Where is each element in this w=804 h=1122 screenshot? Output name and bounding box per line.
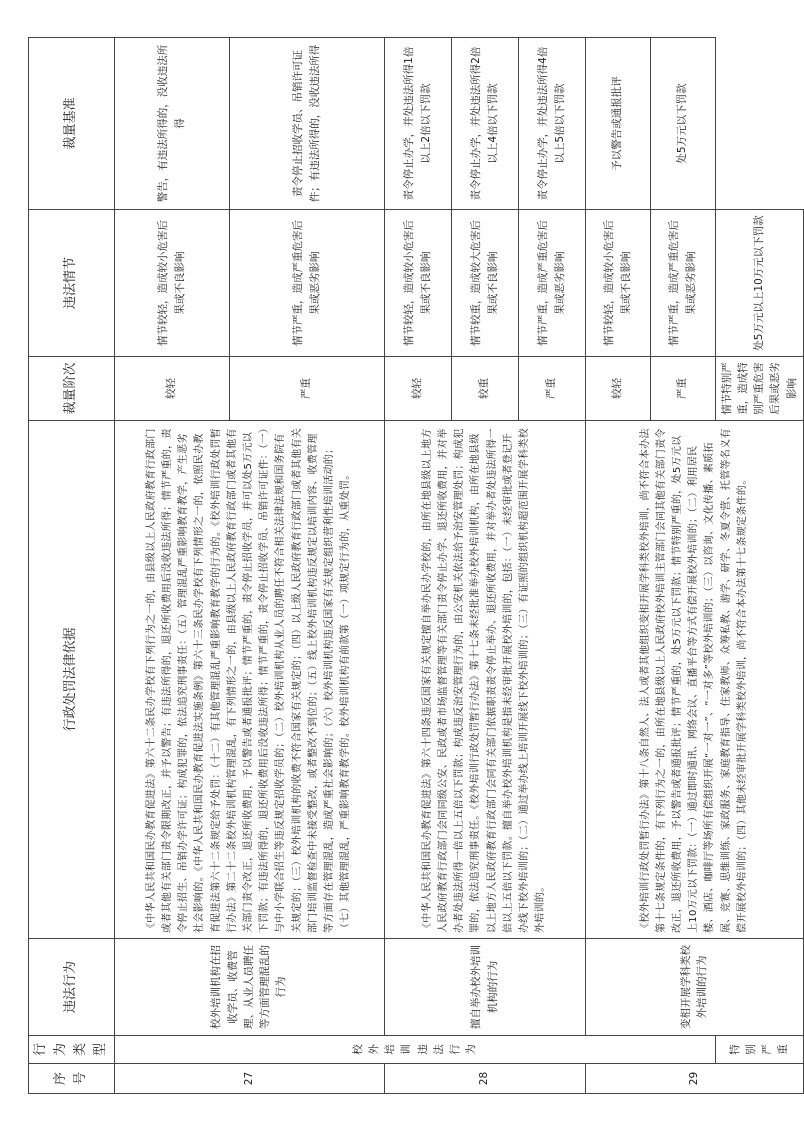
penalty-standard-table xyxy=(28,37,804,1094)
row-29-circumstance-2: 情节严重，造成严重危害后果或恶劣影响 xyxy=(650,210,715,357)
table-row xyxy=(585,38,650,1094)
row-28-standard-2: 责令停止办学，并处违法所得2倍以上4倍以下罚款 xyxy=(451,38,518,210)
table-row xyxy=(114,38,229,1094)
row-29-level-3: 特别严重 xyxy=(715,1036,803,1064)
row-27-level-1: 较轻 xyxy=(114,357,229,421)
header-seq: 序号 xyxy=(29,1064,115,1094)
table-row xyxy=(384,38,451,1094)
row-28-seq: 28 xyxy=(384,1064,585,1094)
row-28-standard-3: 责令停止办学，并处违法所得4倍以上5倍以下罚款 xyxy=(518,38,585,210)
row-29-circumstance-3: 情节特别严重，造成特别严重危害后果或恶劣影响 xyxy=(715,357,803,421)
header-level: 裁量阶次 xyxy=(29,357,115,421)
row-27-circumstance-2: 情节严重，造成严重危害后果或恶劣影响 xyxy=(229,210,384,357)
header-circumstance: 违法情节 xyxy=(29,210,115,357)
row-27-level-2: 严重 xyxy=(229,357,384,421)
row-28-level-3: 严重 xyxy=(518,357,585,421)
row-27-circumstance-1: 情节较轻，造成较小危害后果或不良影响 xyxy=(114,210,229,357)
category-cell: 校外培训违法行为 xyxy=(114,1036,715,1064)
row-29-level-1: 较轻 xyxy=(585,357,650,421)
row-29-circumstance-1: 情节较轻，造成较小危害后果或不良影响 xyxy=(585,210,650,357)
row-29-level-2: 严重 xyxy=(650,357,715,421)
row-28-circumstance-2: 情节较重，造成较大危害后果或不良影响 xyxy=(451,210,518,357)
header-basis: 行政处罚法律依据 xyxy=(29,421,115,939)
row-29-standard-2: 处5万元以下罚款 xyxy=(650,38,715,210)
header-behavior: 违法行为 xyxy=(29,939,115,1036)
row-29-basis: 《校外培训行政处罚暂行办法》第十八条自然人、法人或者其他组织变相开展学科类校外培训，尚不符合本办法第十七条规定条件的，有下列行为之一的，由所在地县级以上人民政府校外培训主管部门会同其他有关部门责令改正，退还所收费用，予以警告或者通报批评；情节严重的，处5万元以下罚款；情节特别严重的，处5万元以上10万元以下罚款：（一）通过即时通讯、网络会议、直播平台等方式有偿开展校外培训的；（二）利用居民楼、酒店、咖啡厅等场所有偿组织开展“一对一”、“一对多”等校外培训的；（三）以咨询、文化传播、素质拓展、竞赛、思维训练、家政服务、家庭教育指导、住家教师、众筹私教、游学、研学、冬夏令营、托管等名义有偿开展校外培训的；（四）其他未经审批开展学科类校外培训，尚不符合本办法第十七条规定条件的。 xyxy=(585,421,803,939)
row-29-standard-1: 予以警告或通报批评 xyxy=(585,38,650,210)
row-28-level-2: 较重 xyxy=(451,357,518,421)
row-29-seq: 29 xyxy=(585,1064,803,1094)
rotated-page xyxy=(28,38,798,1094)
row-27-basis: 《中华人民共和国民办教育促进法》第六十二条民办学校有下列行为之一的，由县级以上人民政府教育行政部门或者其他有关部门责令限期改正，并予以警告；有违法所得的，退还所收费用后没收违法所得；情节严重的，责令停止招生、吊销办学许可证；构成犯罪的，依法追究刑事责任：（五）管理混乱严重影响教育教学，产生恶劣社会影响的。《中华人民共和国民办教育促进法实施条例》第六十三条民办学校有下列情形之一的，依照民办教育促进法第六十二条规定给予处罚：（十二）有其他管理混乱严重影响教育教学的行为的。《校外培训行政处罚暂行办法》第二十二条校外培训机构管理混乱，有下列情形之一的，由县级以上人民政府教育行政部门或者其他有关部门责令改正，退还所收费用，予以警告或者通报批评；情节严重的，责令停止招收学员，并可以处5万元以下罚款；有违法所得的，退还所收费用后没收违法所得；情节严重的，责令停止招收学员、吊销许可证件：（一）与中小学联合招生等违反规定招收学员的；（二）校外培训机构从业人员的聘任不符合相关法律法规和国务院有关规定的；（三）校外培训机构的收费不符合国家有关规定的；（四）以上级人民政府教育行政部门或者其他有关部门培训监督检查中未接受整改，或者整改不到位的；（五）线上校外培训机构违反规定以培训内容、收费管理等方面存在管理混乱，造成严重社会影响的；（六）校外培训机构违反国家有关规定组织营利性培训活动的；（七）其他管理混乱，严重影响教育教学的。校外培训机构有前款第（一）项规定行为的，从重处罚。 xyxy=(114,421,384,939)
row-28-circumstance-3: 情节严重，造成严重危害后果或恶劣影响 xyxy=(518,210,585,357)
row-27-behavior: 校外培训机构在招收学员、收费管理、从业人员聘任等方面管理混乱的行为 xyxy=(114,939,384,1036)
header-row xyxy=(29,38,115,1094)
header-category: 行为类型 xyxy=(29,1036,115,1064)
row-27-seq: 27 xyxy=(114,1064,384,1094)
row-28-circumstance-1: 情节较轻，造成较小危害后果或不良影响 xyxy=(384,210,451,357)
row-28-standard-1: 责令停止办学，并处违法所得1倍以上2倍以下罚款 xyxy=(384,38,451,210)
row-29-standard-3: 处5万元以上10万元以下罚款 xyxy=(715,210,803,357)
row-28-level-1: 较轻 xyxy=(384,357,451,421)
row-27-standard-2: 责令停止招收学员、吊销许可证件；有违法所得的，没收违法所得 xyxy=(229,38,384,210)
row-27-standard-1: 警告，有违法所得的，没收违法所得 xyxy=(114,38,229,210)
header-standard: 裁量基准 xyxy=(29,38,115,210)
row-29-behavior: 变相开展学科类校外培训的行为 xyxy=(585,939,803,1036)
row-28-behavior: 擅自举办校外培训机构的行为 xyxy=(384,939,585,1036)
row-28-basis: 《中华人民共和国民办教育促进法》第六十四条违反国家有关规定擅自举办民办学校的，由所在地县级以上地方人民政府教育行政部门会同同级公安、民政或者市场监督管理等有关部门责令停止办学、退还所收费用，并对举办者处违法所得一倍以上五倍以下罚款；构成违反治安管理行为的，由公安机关依法给予治安管理处罚；构成犯罪的，依法追究刑事责任。《校外培训行政处罚暂行办法》第十七条未经批准举办校外培训机构，由所在地县级以上地方人民政府教育行政部门会同有关部门依据职责责令停止举办、退还所收费用，并对举办者处违法所得一倍以上五倍以下罚款。擅自举办校外培训机构是指未经审批开展校外培训的，包括：（一）未经审批或者登记开办线下校外培训的；（二）通过举办线上培训开展线下校外培训的；（三）有证照的组织机构超范围开展学科类校外培训的。 xyxy=(384,421,585,939)
